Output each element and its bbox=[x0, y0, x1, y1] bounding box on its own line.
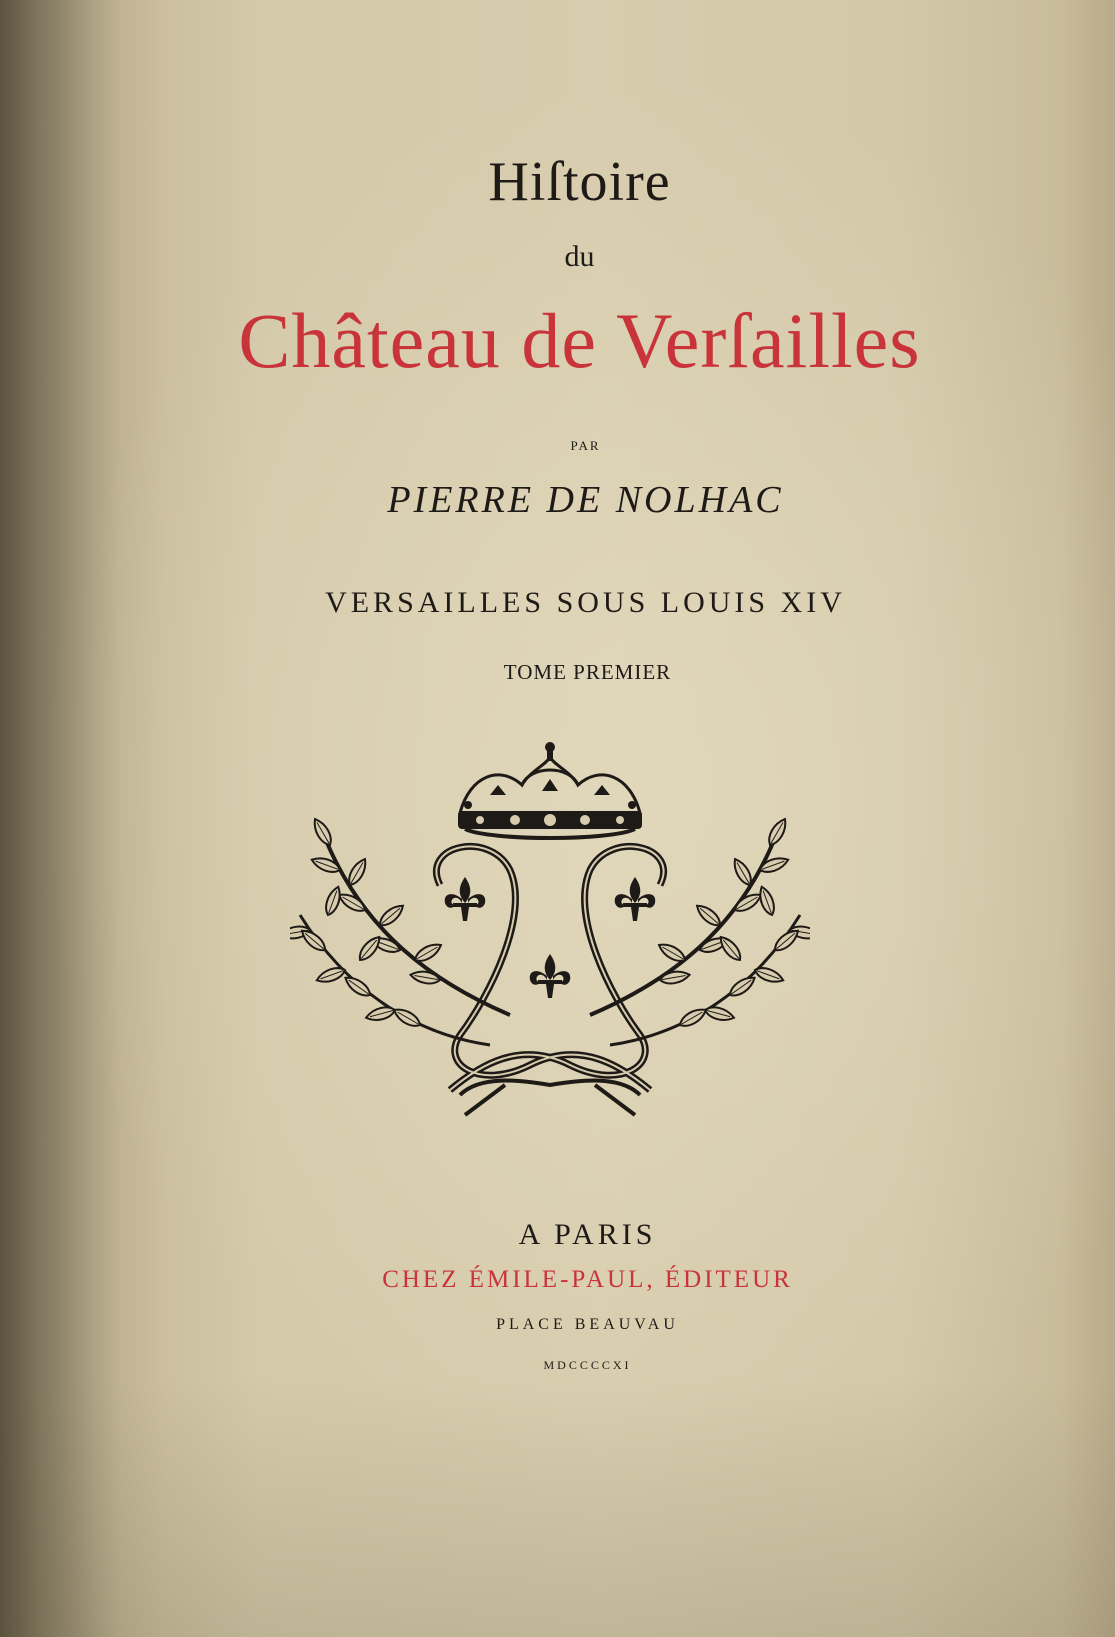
title-line-chateau: Château de Verſailles bbox=[238, 297, 921, 384]
author-name: PIERRE DE NOLHAC bbox=[387, 479, 784, 521]
volume-label: TOME PREMIER bbox=[503, 660, 672, 684]
fleur-de-lis-icon bbox=[530, 954, 571, 998]
fleur-de-lis-icon bbox=[615, 877, 656, 921]
title-line-histoire: Hiſtoire bbox=[488, 151, 671, 213]
subtitle: VERSAILLES SOUS LOUIS XIV bbox=[325, 586, 846, 619]
title-line-du: du bbox=[564, 240, 595, 273]
crown-icon bbox=[458, 742, 642, 838]
imprint-date: MDCCCCXI bbox=[543, 1358, 632, 1372]
imprint-publisher: CHEZ ÉMILE-PAUL, ÉDITEUR bbox=[382, 1266, 793, 1293]
page-shade bbox=[0, 1377, 1115, 1637]
par-label: PAR bbox=[570, 438, 601, 453]
royal-monogram-icon bbox=[290, 735, 810, 1135]
fleur-de-lis-icon bbox=[445, 877, 486, 921]
imprint-address: PLACE BEAUVAU bbox=[496, 1316, 679, 1333]
imprint-city: A PARIS bbox=[518, 1218, 657, 1251]
